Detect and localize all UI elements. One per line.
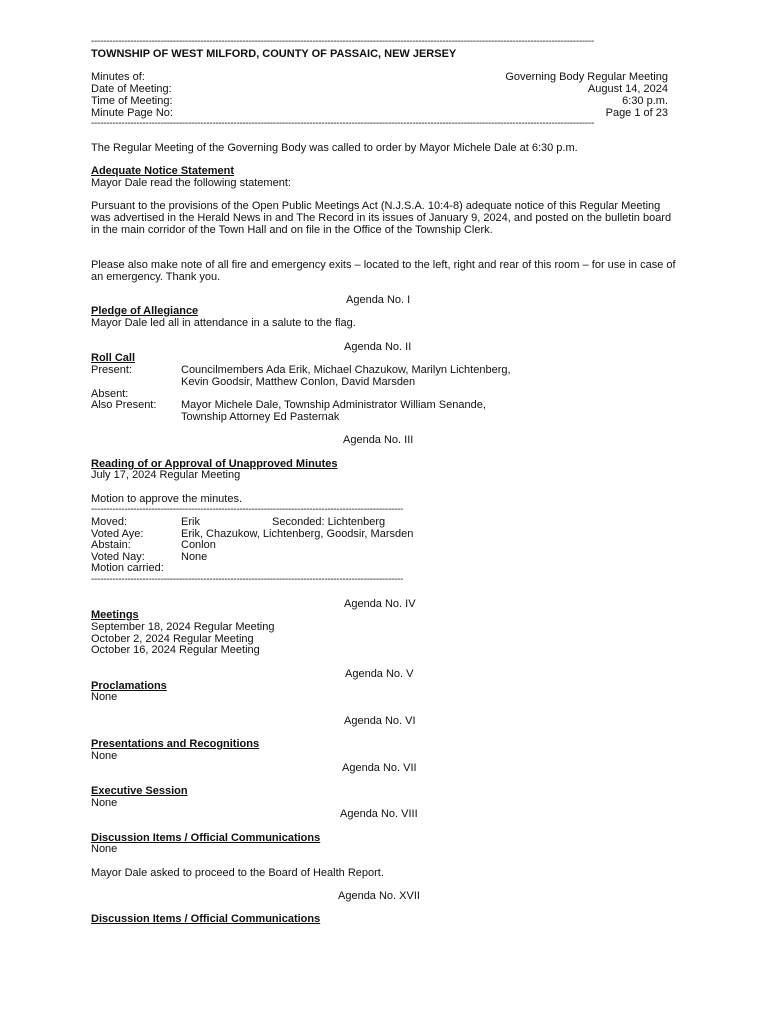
seconded-value: Seconded: Lichtenberg <box>272 516 386 528</box>
agenda-heading-17: Agenda No. XVII <box>338 890 420 902</box>
minutes-item: July 17, 2024 Regular Meeting <box>91 469 241 481</box>
board-health-text: Mayor Dale asked to proceed to the Board of Health Report. <box>91 867 384 879</box>
agenda-heading-1: Agenda No. I <box>346 294 411 306</box>
time-value: 6:30 p.m. <box>622 95 668 107</box>
also-present-label: Also Present: <box>91 399 157 411</box>
abstain-label: Abstain: <box>91 539 131 551</box>
voted-aye-value: Erik, Chazukow, Lichtenberg, Goodsir, Marsden <box>181 528 414 540</box>
divider-motion-top: ------------------------------------------------------------------------------------------------------- <box>91 504 404 515</box>
present-line-1: Councilmembers Ada Erik, Michael Chazukow, Marilyn Lichtenberg, <box>181 364 511 376</box>
present-label: Present: <box>91 364 132 376</box>
date-label: Date of Meeting: <box>91 83 172 95</box>
agenda-heading-8: Agenda No. VIII <box>340 808 418 820</box>
presentations-text: None <box>91 750 118 762</box>
abstain-value: Conlon <box>181 539 216 551</box>
notice-line: Mayor Dale read the following statement: <box>91 177 291 189</box>
executive-heading: Executive Session <box>91 785 188 797</box>
minutes-of-value: Governing Body Regular Meeting <box>505 71 668 83</box>
meeting-item-1: September 18, 2024 Regular Meeting <box>91 621 275 633</box>
voted-aye-label: Voted Aye: <box>91 528 144 540</box>
present-line-2: Kevin Goodsir, Matthew Conlon, David Marsden <box>181 376 416 388</box>
discussion-heading: Discussion Items / Official Communications <box>91 832 321 844</box>
intro-text: The Regular Meeting of the Governing Body was called to order by Mayor Michele Dale at 6:30 p.m. <box>91 142 578 154</box>
motion-text: Motion to approve the minutes. <box>91 493 243 505</box>
also-present-line-2: Township Attorney Ed Pasternak <box>181 411 340 423</box>
discussion-text: None <box>91 843 118 855</box>
page-no-label: Minute Page No: <box>91 107 173 119</box>
agenda-heading-6: Agenda No. VI <box>344 715 416 727</box>
time-label: Time of Meeting: <box>91 95 173 107</box>
agenda-heading-5: Agenda No. V <box>345 668 414 680</box>
divider-header-bottom: ---------------------------------------------------------------------------------------------------------------------------------------------------------------------- <box>91 118 594 129</box>
meetings-heading: Meetings <box>91 609 139 621</box>
pledge-text: Mayor Dale led all in attendance in a salute to the flag. <box>91 317 356 329</box>
divider-motion-bottom: ------------------------------------------------------------------------------------------------------- <box>91 574 404 585</box>
moved-value: Erik <box>181 516 200 528</box>
proclamations-text: None <box>91 691 118 703</box>
absent-label: Absent: <box>91 388 129 400</box>
pledge-heading: Pledge of Allegiance <box>91 305 199 317</box>
moved-label: Moved: <box>91 516 128 528</box>
document-title: TOWNSHIP OF WEST MILFORD, COUNTY OF PASSAIC, NEW JERSEY <box>91 48 457 60</box>
minutes-heading: Reading of or Approval of Unapproved Minutes <box>91 458 338 470</box>
notice-paragraph: Pursuant to the provisions of the Open Public Meetings Act (N.J.S.A. 10:4-8) adequate notice of this Regular Meeting was advertised in the Herald News in and The Record in its issues of January 9, 2024, and posted on the bulletin board in the main corridor of the Town Hall and on file in the Office of the Township Clerk. <box>91 200 672 236</box>
executive-text: None <box>91 797 118 809</box>
voted-nay-label: Voted Nay: <box>91 551 145 563</box>
agenda-heading-7: Agenda No. VII <box>342 762 417 774</box>
agenda-heading-3: Agenda No. III <box>343 434 414 446</box>
divider-top: ---------------------------------------------------------------------------------------------------------------------------------------------------------------------- <box>91 36 594 47</box>
agenda-heading-4: Agenda No. IV <box>344 598 416 610</box>
presentations-heading: Presentations and Recognitions <box>91 738 260 750</box>
notice-heading: Adequate Notice Statement <box>91 165 235 177</box>
discussion-heading-2: Discussion Items / Official Communications <box>91 913 321 925</box>
meeting-item-3: October 16, 2024 Regular Meeting <box>91 644 260 656</box>
emergency-paragraph: Please also make note of all fire and emergency exits – located to the left, right and rear of this room – for use in case of an emergency. Thank you. <box>91 259 676 283</box>
proclamations-heading: Proclamations <box>91 680 167 692</box>
voted-nay-value: None <box>181 551 208 563</box>
also-present-line-1: Mayor Michele Dale, Township Administrator William Senande, <box>181 399 486 411</box>
agenda-heading-2: Agenda No. II <box>344 341 412 353</box>
roll-call-heading: Roll Call <box>91 352 136 364</box>
meeting-item-2: October 2, 2024 Regular Meeting <box>91 633 254 645</box>
date-value: August 14, 2024 <box>587 83 668 95</box>
page-no-value: Page 1 of 23 <box>605 107 668 119</box>
motion-carried: Motion carried: <box>91 562 164 574</box>
minutes-of-label: Minutes of: <box>91 71 145 83</box>
